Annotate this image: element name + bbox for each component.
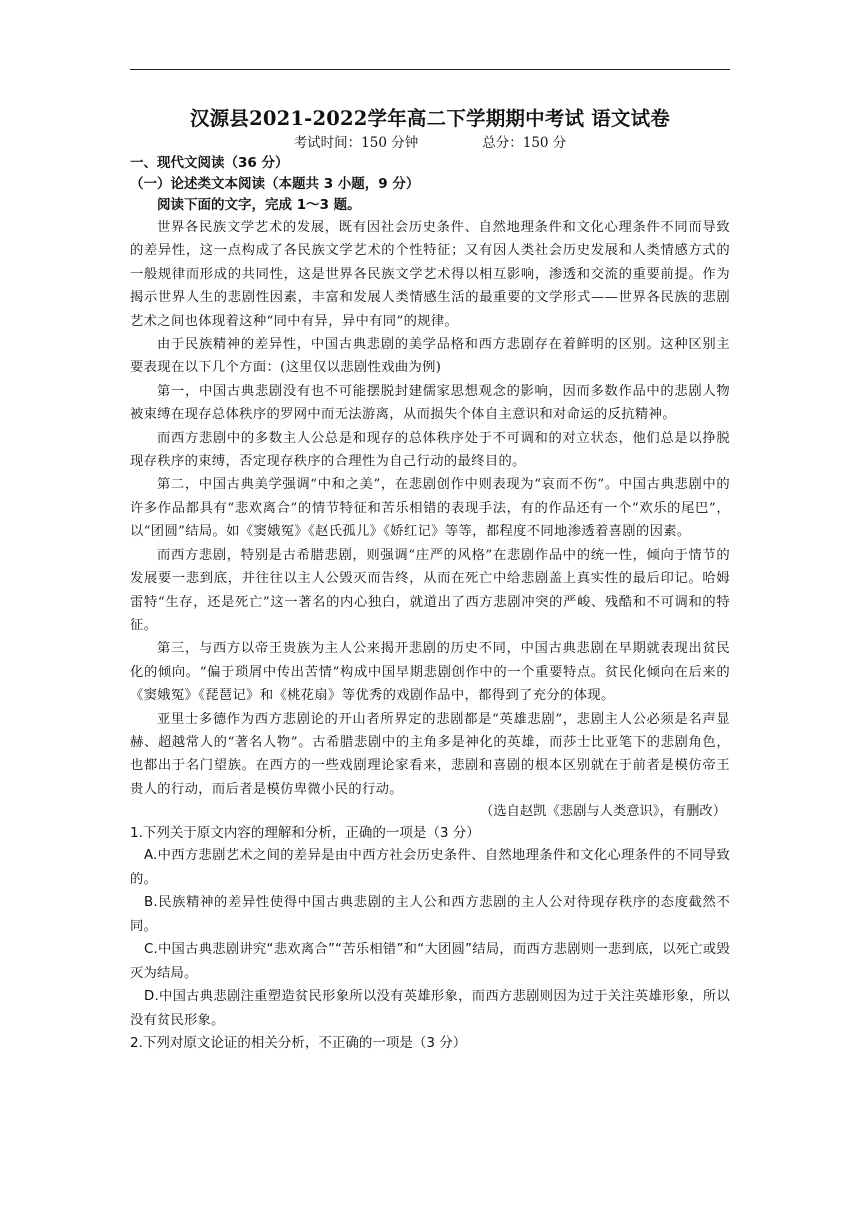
exam-total-score: 总分：150 分 [482,135,567,151]
exam-page [130,104,730,1054]
question-stem: 2.下列对原文论证的相关分析，不正确的一项是（3 分） [130,1035,467,1052]
passage-paragraph: 世界各民族文学艺术的发展，既有因社会历史条件、自然地理条件和文化心理条件不同而导致的差异性，这一点构成了各民族文学艺术的个性特征；又有因人类社会历史发展和人类情感方式的一般规律而形成的共同性，这是世界各民族文学艺术得以相互影响，渗透和交流的重要前提。作为揭示世界人生的悲剧性因素，丰富和发展人类情感生活的最重要的文学形式——世界各民族的悲剧艺术之间也体现着这种“同中有异，异中有同”的规律。 [130,220,730,329]
option-a: A.中西方悲剧艺术之间的差异是由中西方社会历史条件、自然地理条件和文化心理条件的不同导致的。 [130,848,730,887]
passage-paragraph: 第三，与西方以帝王贵族为主人公来揭开悲剧的历史不同，中国古典悲剧在早期就表现出贫民化的倾向。“偏于琐屑中传出苦情”构成中国早期悲剧创作中的一个重要特点。贫民化倾向在后来的《窦娥冤》《琵琶记》和《桃花扇》等优秀的戏剧作品中，都得到了充分的体现。 [130,641,730,704]
reading-instruction: 阅读下面的文字，完成 1～3 题。 [157,197,361,213]
passage-paragraph: 由于民族精神的差异性，中国古典悲剧的美学品格和西方悲剧存在着鲜明的区别。这种区别主要表现在以下几个方面：(这里仅以悲剧性戏曲为例) [130,337,730,376]
question-stem: 1.下列关于原文内容的理解和分析，正确的一项是（3 分） [130,825,480,842]
option-d: D.中国古典悲剧注重塑造贫民形象所以没有英雄形象，而西方悲剧则因为过于关注英雄形象，所以没有贫民形象。 [130,989,730,1028]
exam-time: 考试时间：150 分钟 [293,135,419,151]
question-2 [130,1032,730,1054]
question-1 [130,822,730,1032]
passage-paragraph: 而西方悲剧，特别是古希腊悲剧，则强调“庄严的风格”在悲剧作品中的统一性，倾向于情节的发展要一悲到底，并往往以主人公毁灭而告终，从而在死亡中给悲剧盖上真实性的最后印记。哈姆雷特“生存，还是死亡”这一著名的内心独白，就道出了西方悲剧冲突的严峻、残酷和不可调和的特征。 [130,547,730,633]
passage-paragraph: 第二，中国古典美学强调“中和之美”，在悲剧创作中则表现为“哀而不伤”。中国古典悲剧中的许多作品都具有“悲欢离合”的情节特征和苦乐相错的表现手法，有的作品还有一个“欢乐的尾巴”，以“团圆”结局。如《窦娥冤》《赵氏孤儿》《娇红记》等等，都程度不同地渗透着喜剧的因素。 [130,477,730,540]
subsection-heading: （一）论述类文本阅读（本题共 3 小题，9 分） [130,176,420,192]
exam-meta [130,134,730,153]
passage-paragraph: 亚里士多德作为西方悲剧论的开山者所界定的悲剧都是“英雄悲剧”，悲剧主人公必须是名声显赫、超越常人的“著名人物”。古希腊悲剧中的主角多是神化的英雄，而莎士比亚笔下的悲剧角色，也都出于名门望族。在西方的一些戏剧理论家看来，悲剧和喜剧的根本区别就在于前者是模仿帝王贵人的行动，而后者是模仿卑微小民的行动。 [130,711,730,797]
exam-title: 汉源县2021-2022学年高二下学期期中考试 语文试卷 [189,107,671,130]
passage-paragraph: 第一，中国古典悲剧没有也不可能摆脱封建儒家思想观念的影响，因而多数作品中的悲剧人物被束缚在现存总体秩序的罗网中而无法游离，从而损失个体自主意识和对命运的反抗精神。 [130,383,730,423]
reading-passage [130,216,730,801]
section-heading: 一、现代文阅读（36 分） [130,155,289,171]
option-c: C.中国古典悲剧讲究“悲欢离合”“苦乐相错”和“大团圆”结局，而西方悲剧则一悲到底，以死亡或毁灭为结局。 [130,942,730,981]
header-rule [130,69,730,70]
option-b: B.民族精神的差异性使得中国古典悲剧的主人公和西方悲剧的主人公对待现存秩序的态度截然不同。 [130,895,730,934]
passage-paragraph: 而西方悲剧中的多数主人公总是和现存的总体秩序处于不可调和的对立状态，他们总是以挣脱现存秩序的束缚，否定现存秩序的合理性为自己行动的最终目的。 [130,430,730,470]
passage-source: （选自赵凯《悲剧与人类意识》，有删改） [480,804,726,820]
